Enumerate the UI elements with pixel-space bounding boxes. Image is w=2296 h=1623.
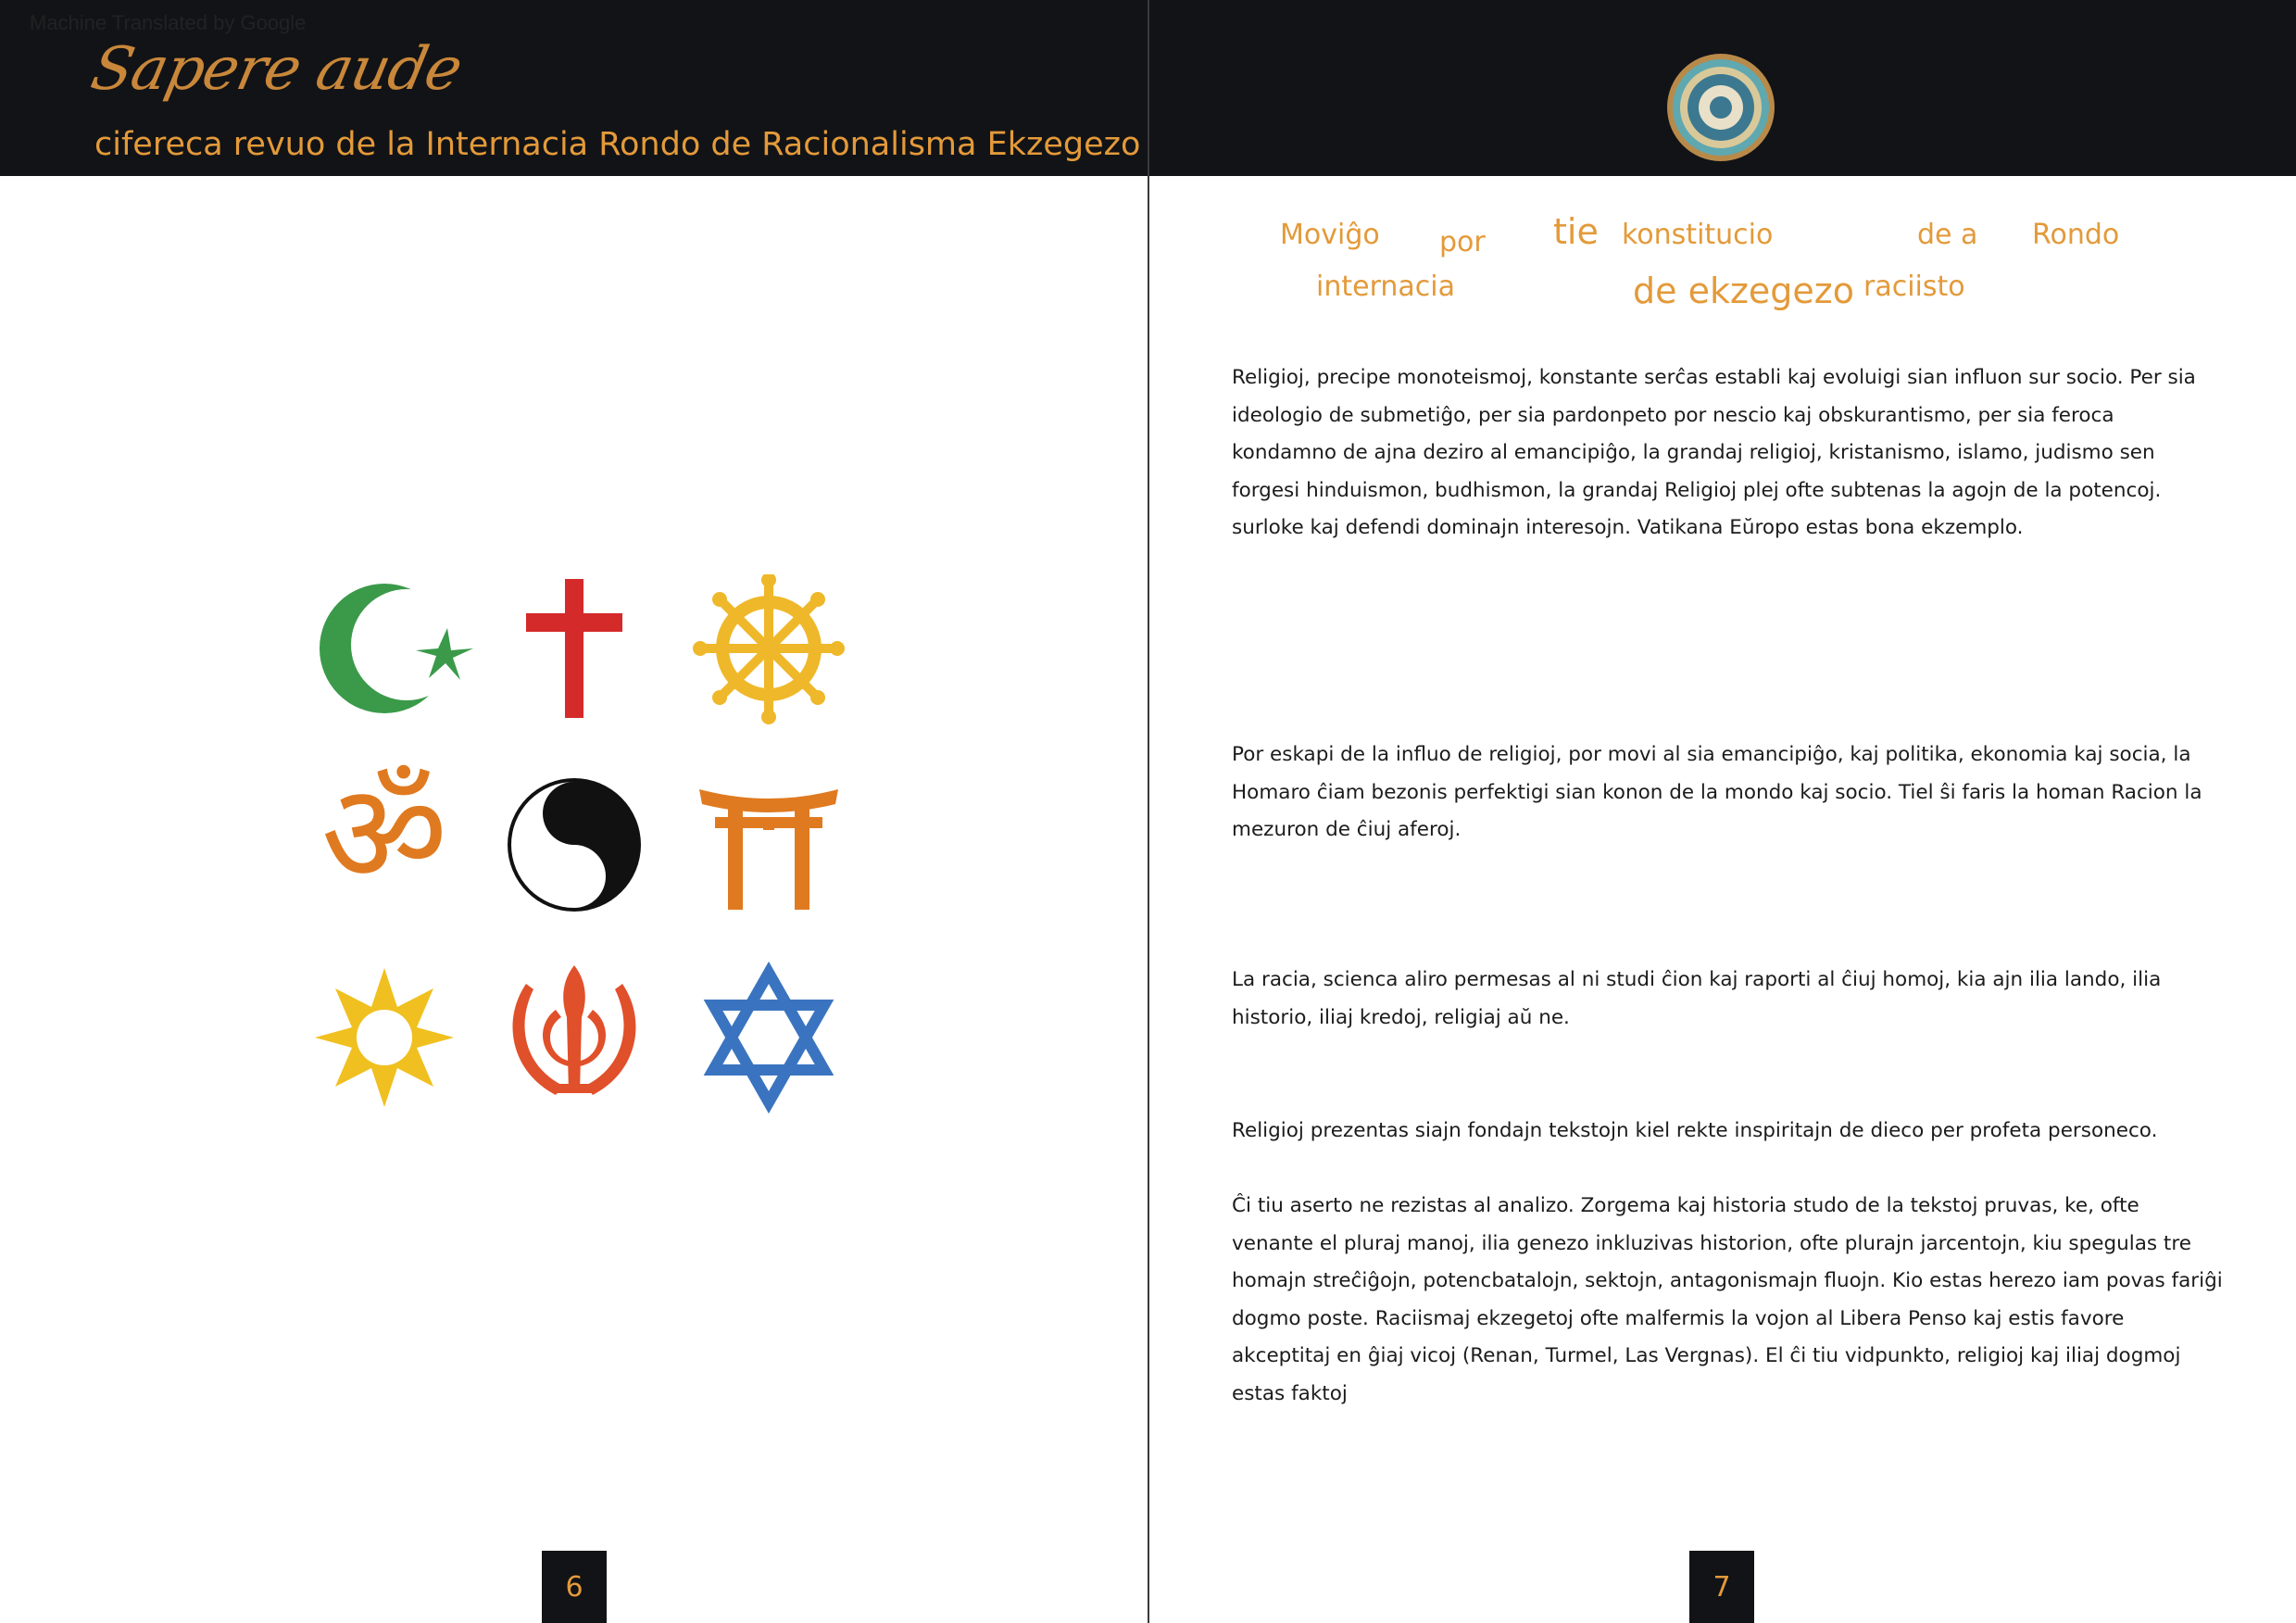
- khanda-icon: [513, 965, 636, 1095]
- machine-translated-note: Machine Translated by Google: [30, 11, 307, 34]
- right-page-header: [1149, 0, 2296, 176]
- paragraph: La racia, scienca aliro permesas al ni studi ĉion kaj raporti al ĉiuj homoj, kia ajn ilia lando, ilia historio, iliaj kredoj, religiaj aŭ ne.: [1232, 968, 2162, 1029]
- heading-word: Moviĝo: [1280, 219, 1380, 251]
- heading-word: tie: [1553, 211, 1599, 252]
- paragraph: Ĉi tiu aserto ne rezistas al analizo. Zorgema kaj historia studo de la tekstoj pruvas, ke, ofte venante el pluraj manoj, ilia genezo inkluzivas historion, ofte plurajn jarcentojn, kiu spegulas tre homajn streĉiĝojn, potencbatalojn, sektojn, antagonismajn fluojn. Kio estas herezo iam povas fariĝi dogmo poste. Raciismaj ekzegetoj ofte malfermis la vojon al Libera Penso kaj estis favore akceptitaj en ĝiaj vicoj (Renan, Turmel, Las Vergnas). El ĉi tiu vidpunkto, religioj kaj iliaj dogmoj estas faktoj: [1232, 1194, 2223, 1405]
- paragraph: Religioj, precipe monoteismoj, konstante serĉas establi kaj evoluigi sian influon sur socio. Per sia ideologio de submetiĝo, per sia pardonpeto por nescio kaj obskurantismo, per sia feroca kondamno de ajna deziro al emancipiĝo, la grandaj religioj, kristanismo, islamo, judismo sen forgesi hinduismon, budhismon, la grandaj Religioj plej ofte subtenas la agojn de la potencoj. surloke kaj defendi dominajn interesojn. Vatikana Eŭropo estas bona ekzemplo.: [1232, 366, 2196, 539]
- bahai-star-icon: [315, 968, 454, 1107]
- page-number: 7: [1689, 1551, 1754, 1623]
- paragraph: Por eskapi de la influo de religioj, por movi al sia emancipiĝo, kaj politika, ekonomia kaj socia, la Homaro ĉiam bezonis perfektigi sian konon de la mondo kaj socio. Tiel ŝi faris la homan Racion la mezuron de ĉiuj aferoj.: [1232, 743, 2202, 841]
- right-page: [1149, 0, 2296, 1623]
- left-page-header: [0, 0, 1148, 176]
- om-icon: [321, 754, 448, 915]
- torii-gate-icon: [699, 789, 838, 910]
- page-number: 6: [542, 1551, 607, 1623]
- masthead-logo: Sapere aude: [85, 35, 468, 104]
- heading-word: por: [1439, 226, 1486, 258]
- religious-symbols-grid: [301, 574, 875, 1121]
- heading-word: raciisto: [1863, 270, 1965, 303]
- christian-cross-icon: [526, 579, 622, 718]
- heading-word: de ekzegezo: [1633, 270, 1854, 311]
- star-of-david-icon: [713, 973, 824, 1102]
- circular-seal-icon: [1665, 52, 1776, 163]
- heading-word: Rondo: [2032, 219, 2120, 251]
- svg-text:ॐ: ॐ: [320, 754, 448, 915]
- yin-yang-icon: [508, 778, 641, 912]
- magazine-subtitle: cifereca revuo de la Internacia Rondo de Racionalisma Ekzegezo: [94, 126, 1141, 163]
- crescent-star-icon: [320, 584, 473, 713]
- dharma-wheel-icon: [693, 574, 845, 724]
- heading-word: internacia: [1316, 270, 1455, 303]
- heading-word: konstitucio: [1622, 219, 1774, 251]
- paragraph: Religioj prezentas siajn fondajn tekstojn kiel rekte inspiritajn de dieco per profeta personeco.: [1232, 1119, 2158, 1142]
- heading-word: de a: [1917, 219, 1978, 251]
